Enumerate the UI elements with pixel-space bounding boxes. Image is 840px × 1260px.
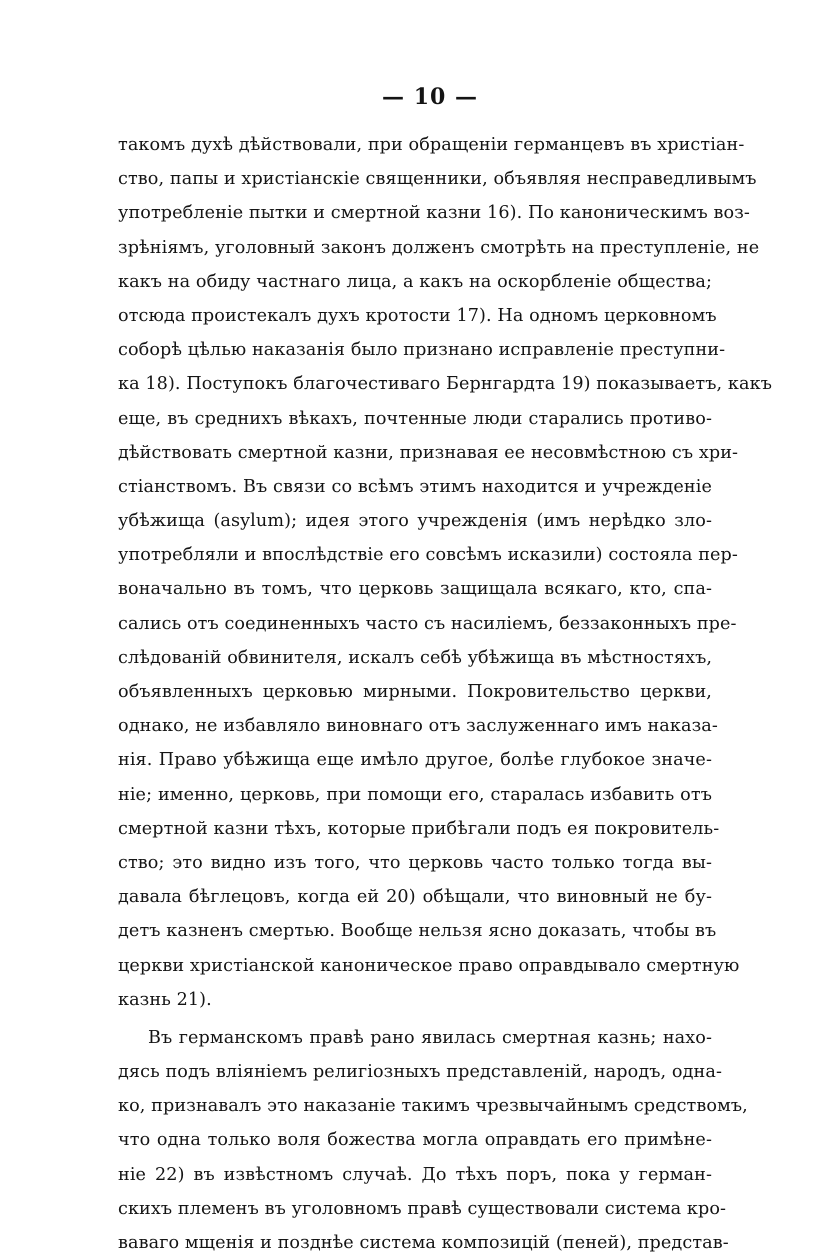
text-line: ніе; именно, церковь, при помощи его, старалась избавить отъ xyxy=(118,784,712,805)
text-line: дясь подъ вліяніемъ религіозныхъ представленій, народъ, одна- xyxy=(118,1062,723,1083)
text-line: слѣдованій обвинителя, искалъ себѣ убѣжища въ мѣстностяхъ, xyxy=(118,647,713,668)
text-line: зрѣніямъ, уголовный законъ долженъ смотрѣть на преступленіе, не xyxy=(118,237,760,258)
text-line: соборѣ цѣлью наказанія было признано исправленіе преступни- xyxy=(118,340,726,361)
text-line: убѣжища (asylum); идея этого учрежденія (имъ нерѣдко зло- xyxy=(118,511,712,532)
text-line: употребленіе пытки и смертной казни 16). По каноническимъ воз- xyxy=(118,203,750,224)
text-line: давала бѣглецовъ, когда ей 20) обѣщали, что виновный не бу- xyxy=(118,887,712,908)
page-number: — 10 — xyxy=(382,84,478,110)
text-line: казнь 21). xyxy=(118,989,212,1010)
text-line: отсюда проистекалъ духъ кротости 17). На одномъ церковномъ xyxy=(118,305,717,326)
text-line: воначально въ томъ, что церковь защищала всякаго, кто, спа- xyxy=(118,579,712,600)
text-line: сались отъ соединенныхъ часто съ насиліемъ, беззаконныхъ пре- xyxy=(118,613,737,634)
text-line: какъ на обиду частнаго лица, а какъ на оскорбленіе общества; xyxy=(118,271,712,292)
text-line: что одна только воля божества могла оправдать его примѣне- xyxy=(118,1130,712,1151)
text-line: Въ германскомъ правѣ рано явилась смертная казнь; нахо- xyxy=(148,1027,712,1048)
text-line: дѣйствовать смертной казни, признавая ее несовмѣстною съ хри- xyxy=(118,442,739,463)
text-line: ко, признавалъ это наказаніе такимъ чрезвычайнымъ средствомъ, xyxy=(118,1096,748,1117)
text-line: церкви христіанской каноническое право оправдывало смертную xyxy=(118,955,740,976)
text-line: скихъ племенъ въ уголовномъ правѣ существовали система кро- xyxy=(118,1198,727,1219)
text-line: ка 18). Поступокъ благочестиваго Бернгардта 19) показываетъ, какъ xyxy=(118,374,772,395)
text-line: такомъ духѣ дѣйствовали, при обращеніи германцевъ въ христіан- xyxy=(118,135,745,155)
text-line: ніе 22) въ извѣстномъ случаѣ. До тѣхъ поръ, пока у герман- xyxy=(118,1164,712,1185)
text-line: детъ казненъ смертью. Вообще нельзя ясно доказать, чтобы въ xyxy=(118,921,717,942)
paragraph-2 xyxy=(118,1021,748,1260)
text-line: вавагo мщенія и позднѣе система композицій (пеней), представ- xyxy=(118,1233,729,1253)
paragraph-1 xyxy=(118,128,772,1017)
text-line: ство, папы и христіанскіе священники, объявляя несправедливымъ xyxy=(118,169,757,190)
text-line: объявленныхъ церковью мирными. Покровительство церкви, xyxy=(118,682,712,702)
text-line: еще, въ среднихъ вѣкахъ, почтенные люди старались противо- xyxy=(118,408,712,429)
body-text xyxy=(118,128,772,1260)
text-line: однако, не избавляло виновнаго отъ заслуженнаго имъ наказа- xyxy=(118,716,718,737)
text-line: стіанствомъ. Въ связи со всѣмъ этимъ находится и учрежденіе xyxy=(118,476,712,497)
text-line: нія. Право убѣжища еще имѣло другое, болѣе глубокое значе- xyxy=(118,750,712,771)
text-line: употребляли и впослѣдствіе его совсѣмъ исказили) состояла пер- xyxy=(118,545,738,566)
text-line: смертной казни тѣхъ, которые прибѣгали подъ ея покровитель- xyxy=(118,818,720,839)
text-line: ство; это видно изъ того, что церковь часто только тогда вы- xyxy=(118,852,712,873)
